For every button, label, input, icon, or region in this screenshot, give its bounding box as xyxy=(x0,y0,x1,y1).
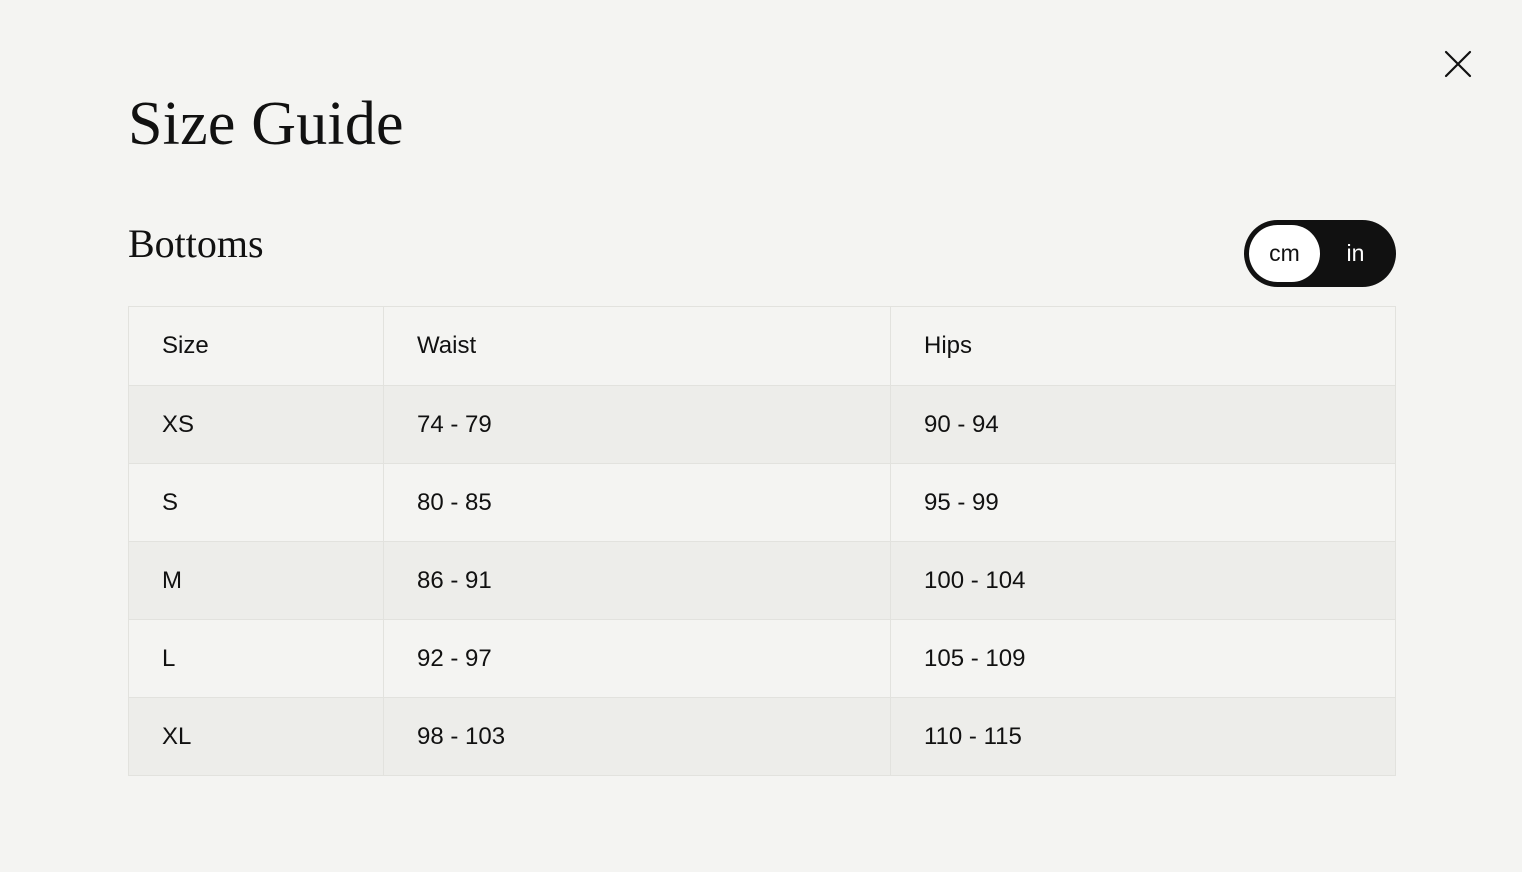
cell-waist: 98 - 103 xyxy=(384,698,891,776)
column-header-size: Size xyxy=(129,307,384,386)
cell-hips: 105 - 109 xyxy=(891,620,1396,698)
table-row xyxy=(129,386,1396,464)
page-title: Size Guide xyxy=(128,90,404,158)
column-header-hips: Hips xyxy=(891,307,1396,386)
cell-hips: 110 - 115 xyxy=(891,698,1396,776)
unit-option-cm[interactable]: cm xyxy=(1249,225,1320,282)
table-row xyxy=(129,620,1396,698)
size-chart-table xyxy=(128,306,1396,776)
cell-size: XS xyxy=(129,386,384,464)
close-button[interactable] xyxy=(1438,44,1478,84)
cell-waist: 86 - 91 xyxy=(384,542,891,620)
cell-waist: 92 - 97 xyxy=(384,620,891,698)
cell-waist: 74 - 79 xyxy=(384,386,891,464)
cell-hips: 90 - 94 xyxy=(891,386,1396,464)
section-title: Bottoms xyxy=(128,221,264,266)
table-row xyxy=(129,464,1396,542)
unit-toggle[interactable] xyxy=(1244,220,1396,287)
unit-option-in[interactable]: in xyxy=(1346,240,1365,266)
column-header-waist: Waist xyxy=(384,307,891,386)
cell-size: XL xyxy=(129,698,384,776)
close-icon xyxy=(1443,49,1473,79)
table-row xyxy=(129,542,1396,620)
cell-waist: 80 - 85 xyxy=(384,464,891,542)
cell-hips: 100 - 104 xyxy=(891,542,1396,620)
cell-size: M xyxy=(129,542,384,620)
cell-size: S xyxy=(129,464,384,542)
cell-hips: 95 - 99 xyxy=(891,464,1396,542)
table-header-row xyxy=(129,307,1396,386)
cell-size: L xyxy=(129,620,384,698)
table-row xyxy=(129,698,1396,776)
